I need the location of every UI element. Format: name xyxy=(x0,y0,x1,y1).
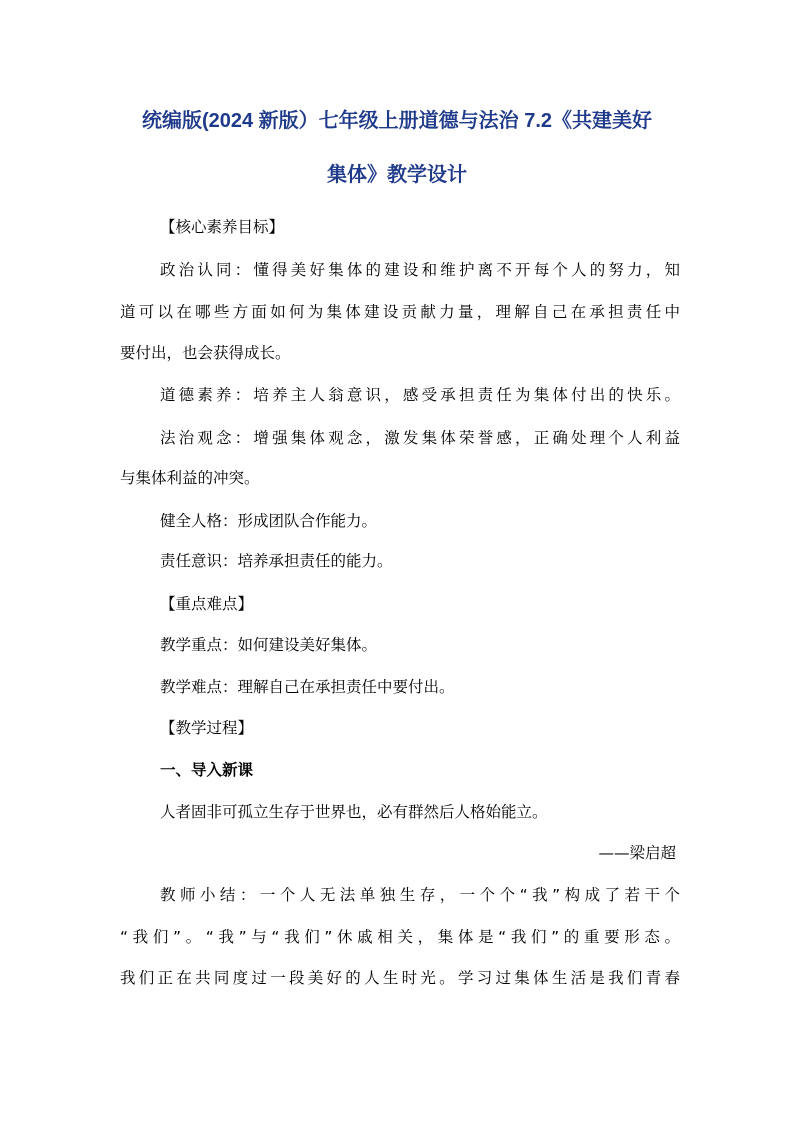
document-title-line-2: 集体》教学设计 xyxy=(327,164,467,186)
quote-attribution: ——梁启超 xyxy=(598,844,676,862)
paragraph-line: 要付出，也会获得成长。 xyxy=(120,344,291,362)
section-heading-key-points: 【重点难点】 xyxy=(160,595,254,613)
paragraph-line: 健全人格：形成团队合作能力。 xyxy=(160,512,378,530)
paragraph-line: 道可以在哪些方面如何为集体建设贡献力量，理解自己在承担责任中 xyxy=(120,303,680,321)
paragraph-line: “我们”。“我”与“我们”休戚相关，集体是“我们”的重要形态。 xyxy=(120,928,680,946)
paragraph-line: 与集体利益的冲突。 xyxy=(120,469,260,487)
paragraph-line: 法治观念：增强集体观念，激发集体荣誉感，正确处理个人利益 xyxy=(160,429,680,447)
paragraph-line: 教师小结：一个人无法单独生存，一个个“我”构成了若干个 xyxy=(160,886,680,904)
paragraph-line: 教学难点：理解自己在承担责任中要付出。 xyxy=(160,678,455,696)
document-title-line-1: 统编版(2024 新版）七年级上册道德与法治 7.2《共建美好 xyxy=(141,110,653,132)
section-heading-core-goals: 【核心素养目标】 xyxy=(160,218,285,236)
section-heading-process: 【教学过程】 xyxy=(160,719,254,737)
paragraph-line: 政治认同：懂得美好集体的建设和维护离不开每个人的努力，知 xyxy=(160,261,680,279)
paragraph-line: 责任意识：培养承担责任的能力。 xyxy=(160,552,393,570)
subsection-heading-intro: 一、导入新课 xyxy=(160,761,254,779)
quote-line: 人者固非可孤立生存于世界也，必有群然后人格始能立。 xyxy=(160,803,548,821)
paragraph-line: 教学重点：如何建设美好集体。 xyxy=(160,636,378,654)
paragraph-line: 道德素养：培养主人翁意识，感受承担责任为集体付出的快乐。 xyxy=(160,386,680,404)
paragraph-line: 我们正在共同度过一段美好的人生时光。学习过集体生活是我们青春 xyxy=(120,969,680,987)
